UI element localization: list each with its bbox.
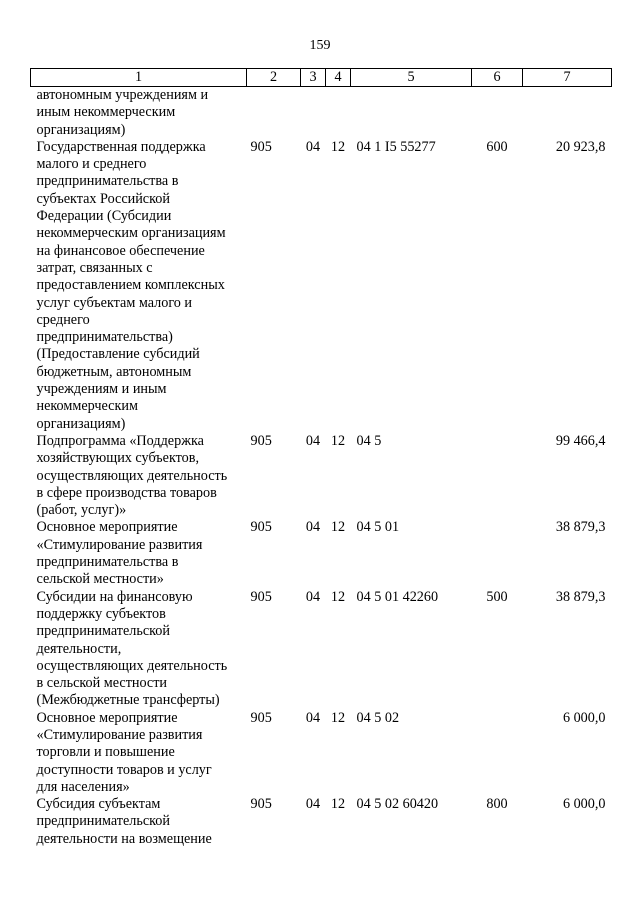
row-name-line: деятельности на возмещение	[36, 830, 212, 847]
expense-type-code	[472, 433, 523, 519]
expense-type-code: 500	[486, 588, 508, 605]
row-name-line: Основное мероприятие	[36, 519, 178, 536]
column-header-7: 7	[523, 69, 612, 87]
subsection-code: 12	[330, 588, 346, 605]
row-name-line: некоммерческим организациям	[36, 225, 226, 242]
admin-code: 905	[250, 519, 272, 536]
table-row	[31, 796, 612, 848]
table-row	[31, 87, 612, 139]
row-name-line: для населения»	[36, 778, 130, 795]
target-article-code: 04 5 02	[356, 709, 400, 726]
row-name-line: «Стимулирование развития	[36, 726, 203, 743]
row-name-line: Федерации (Субсидии	[36, 208, 172, 225]
row-name-line: сельской местности»	[36, 571, 164, 588]
row-name	[31, 433, 247, 519]
subsection-code: 12	[330, 709, 346, 726]
row-name-line: осуществляющих деятельность	[36, 657, 228, 674]
admin-code: 905	[250, 138, 272, 155]
row-name-line: поддержку субъектов	[36, 605, 166, 622]
header-row	[31, 69, 612, 87]
row-name-line: иным некоммерческим	[36, 104, 176, 121]
expense-type-code	[472, 519, 523, 588]
amount: 6 000,0	[562, 709, 606, 726]
target-article-code: 04 5 01 42260	[356, 588, 439, 605]
section-code: 04	[305, 432, 321, 449]
amount: 38 879,3	[555, 588, 606, 605]
section-code: 04	[305, 588, 321, 605]
row-name-line: Субсидии на финансовую	[36, 588, 193, 605]
admin-code: 905	[250, 796, 272, 813]
row-name-line: Субсидия субъектам	[36, 796, 161, 813]
row-name-line: осуществляющих деятельность	[36, 467, 228, 484]
section-code	[301, 87, 326, 139]
table-row	[31, 589, 612, 710]
admin-code: 905	[250, 588, 272, 605]
row-name-line: услуг субъектам малого и	[36, 294, 193, 311]
row-name	[31, 710, 247, 796]
row-name-line: на финансовое обеспечение	[36, 242, 205, 259]
budget-table	[30, 68, 612, 848]
row-name-line: Основное мероприятие	[36, 709, 178, 726]
table-row	[31, 139, 612, 433]
row-name-line: «Стимулирование развития	[36, 536, 203, 553]
section-code: 04	[305, 796, 321, 813]
amount: 38 879,3	[555, 519, 606, 536]
expense-type-code: 800	[486, 796, 508, 813]
row-name-line: учреждениям и иным	[36, 381, 167, 398]
subsection-code: 12	[330, 796, 346, 813]
column-header-5: 5	[351, 69, 472, 87]
subsection-code: 12	[330, 432, 346, 449]
row-name	[31, 139, 247, 433]
row-name-line: торговли и повышение	[36, 744, 175, 761]
amount: 20 923,8	[555, 138, 606, 155]
row-name	[31, 589, 247, 710]
row-name-line: бюджетным, автономным	[36, 363, 192, 380]
row-name-line: предоставлением комплексных	[36, 277, 225, 294]
row-name-line: организациям)	[36, 121, 126, 138]
amount: 6 000,0	[562, 796, 606, 813]
target-article-code	[351, 87, 472, 139]
column-header-2: 2	[247, 69, 301, 87]
row-name-line: организациям)	[36, 415, 126, 432]
row-name-line: доступности товаров и услуг	[36, 761, 212, 778]
row-name-line: малого и среднего	[36, 156, 147, 173]
page-number: 159	[309, 38, 331, 53]
target-article-code: 04 5 01	[356, 519, 400, 536]
column-header-1: 1	[31, 69, 247, 87]
subsection-code: 12	[330, 138, 346, 155]
subsection-code: 12	[330, 519, 346, 536]
table-row	[31, 433, 612, 519]
row-name	[31, 519, 247, 588]
admin-code	[247, 87, 301, 139]
subsection-code	[326, 87, 351, 139]
admin-code: 905	[250, 709, 272, 726]
row-name-line: деятельности,	[36, 640, 122, 657]
expense-type-code: 600	[486, 138, 508, 155]
section-code: 04	[305, 519, 321, 536]
row-name-line: (работ, услуг)»	[36, 502, 127, 519]
admin-code: 905	[250, 432, 272, 449]
row-name-line: субъектах Российской	[36, 190, 170, 207]
table-row	[31, 519, 612, 588]
target-article-code: 04 1 I5 55277	[356, 138, 436, 155]
table-row	[31, 710, 612, 796]
row-name-line: (Межбюджетные трансферты)	[36, 692, 220, 709]
column-header-6: 6	[472, 69, 523, 87]
row-name-line: затрат, связанных с	[36, 259, 153, 276]
section-code: 04	[305, 709, 321, 726]
target-article-code: 04 5 02 60420	[356, 796, 439, 813]
row-name-line: автономным учреждениям и	[36, 87, 209, 103]
table-body	[31, 87, 612, 849]
amount	[523, 87, 612, 139]
section-code: 04	[305, 138, 321, 155]
row-name-line: в сельской местности	[36, 675, 168, 692]
row-name-line: среднего	[36, 311, 90, 328]
row-name-line: предпринимательства в	[36, 554, 179, 571]
row-name-line: предпринимательства)	[36, 329, 173, 346]
row-name	[31, 796, 247, 848]
row-name-line: (Предоставление субсидий	[36, 346, 200, 363]
row-name-line: предпринимательской	[36, 623, 170, 640]
amount: 99 466,4	[555, 432, 606, 449]
row-name-line: в сфере производства товаров	[36, 484, 217, 501]
row-name-line: предпринимательской	[36, 813, 170, 830]
expense-type-code	[472, 87, 523, 139]
row-name-line: некоммерческим	[36, 398, 138, 415]
column-header-3: 3	[301, 69, 326, 87]
row-name-line: Подпрограмма «Поддержка	[36, 432, 204, 449]
target-article-code: 04 5	[356, 432, 382, 449]
row-name-line: Государственная поддержка	[36, 138, 206, 155]
row-name-line: хозяйствующих субъектов,	[36, 450, 200, 467]
row-name	[31, 87, 247, 139]
expense-type-code	[472, 710, 523, 796]
column-header-4: 4	[326, 69, 351, 87]
row-name-line: предпринимательства в	[36, 173, 179, 190]
